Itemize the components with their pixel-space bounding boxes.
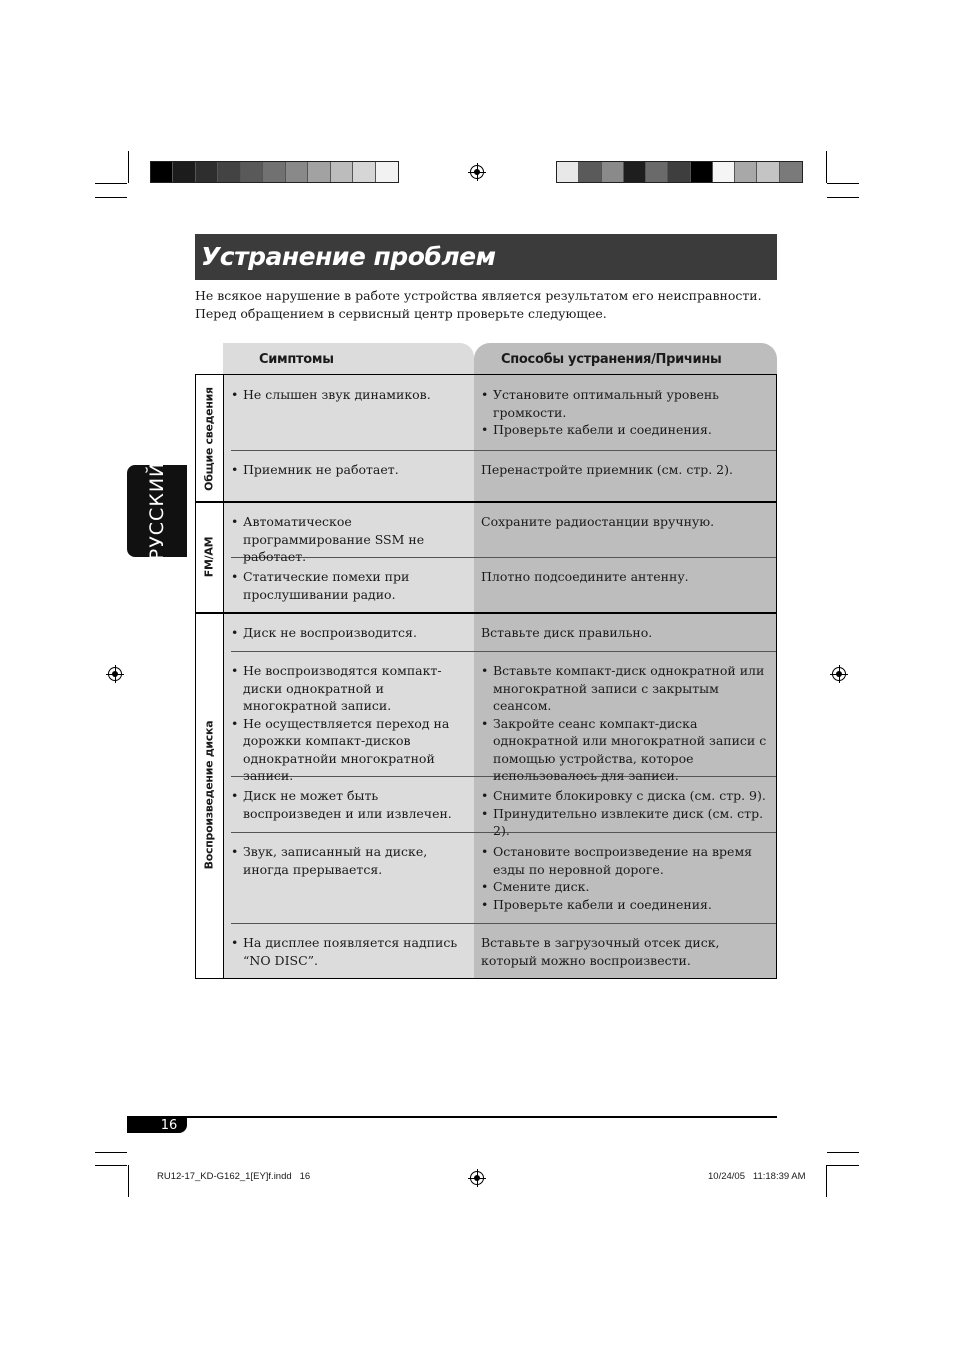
registration-mark-icon	[108, 667, 122, 681]
header-solutions: Способы устранения/Причины	[474, 343, 777, 374]
solution-cell	[481, 843, 777, 913]
footer-rule	[127, 1116, 777, 1118]
color-swatch	[353, 162, 375, 182]
intro-paragraph: Не всякое нарушение в работе устройства является результатом его неисправности. Перед обращением в сервисный центр проверьте следующее.	[195, 288, 762, 321]
symptom-cell	[231, 461, 474, 479]
solution-cell: Вставьте диск правильно.	[481, 625, 653, 640]
crop-mark	[128, 1165, 129, 1197]
category-general: Общие сведения	[202, 387, 216, 491]
list-item: • Звук, записанный на диске, иногда прерывается.	[231, 843, 474, 878]
registration-mark-icon	[470, 1171, 484, 1185]
registration-mark-icon	[832, 667, 846, 681]
category-separator	[223, 375, 224, 978]
crop-mark	[826, 1165, 827, 1197]
solution-cell: Перенастройте приемник (см. стр. 2).	[481, 462, 733, 477]
crop-mark	[827, 1152, 859, 1153]
header-symptoms: Симптомы	[223, 343, 474, 374]
list-item: • Принудительно извлеките диск (см. стр. 2).	[481, 805, 777, 840]
row-divider	[231, 923, 776, 924]
crop-mark	[95, 1152, 127, 1153]
list-item: • Не слышен звук динамиков.	[231, 386, 474, 404]
solution-cell	[481, 386, 777, 439]
registration-mark-icon	[470, 165, 484, 179]
color-calibration-bar-left	[150, 161, 399, 183]
list-item: • Диск не воспроизводится.	[231, 624, 474, 642]
list-item: • Установите оптимальный уровень громкости.	[481, 386, 777, 421]
date-info: 10/24/05 11:18:39 AM	[708, 1171, 806, 1182]
color-swatch	[757, 162, 779, 182]
solution-cell: Вставьте в загрузочный отсек диск, который можно воспроизвести.	[481, 935, 720, 968]
color-swatch	[780, 162, 802, 182]
page-title: Устранение проблем	[195, 234, 777, 280]
language-tab-label: РУССКИЙ	[146, 461, 168, 561]
solution-cell: Плотно подсоедините антенну.	[481, 569, 689, 584]
list-item: • Не осуществляется переход на дорожки компакт-дисков однократнойи многократной записи.	[231, 715, 474, 785]
list-item: • Не воспроизводятся компакт-диски однократной и многократной записи.	[231, 662, 474, 715]
color-swatch	[308, 162, 330, 182]
crop-mark	[827, 183, 859, 184]
list-item: • Диск не может быть воспроизведен и или извлечен.	[231, 787, 474, 822]
solution-cell: Сохраните радиостанции вручную.	[481, 514, 715, 529]
page-number: 16	[127, 1118, 187, 1133]
list-item: • Закройте сеанс компакт-диска однократной или многократной записи с помощью устройства, которое использовалось для записи.	[481, 715, 777, 785]
color-swatch	[173, 162, 195, 182]
crop-mark	[826, 151, 827, 183]
crop-mark	[95, 197, 127, 198]
color-swatch	[263, 162, 285, 182]
color-calibration-bar-right	[556, 161, 803, 183]
solution-cell	[481, 662, 777, 785]
color-swatch	[218, 162, 240, 182]
solution-cell	[481, 787, 777, 840]
list-item: • Автоматическое программирование SSM не работает.	[231, 513, 474, 566]
row-divider	[231, 450, 776, 451]
symptom-cell	[231, 787, 474, 822]
symptom-cell	[231, 386, 474, 404]
color-swatch	[735, 162, 757, 182]
color-swatch	[331, 162, 353, 182]
symptom-cell	[231, 568, 474, 603]
color-swatch	[151, 162, 173, 182]
symptom-cell	[231, 662, 474, 785]
crop-mark	[95, 183, 127, 184]
list-item: • Вставьте компакт-диск однократной или многократной записи с закрытым сеансом.	[481, 662, 777, 715]
crop-mark	[827, 197, 859, 198]
color-swatch	[286, 162, 308, 182]
language-tab	[127, 461, 187, 561]
list-item: • Статические помехи при прослушивании радио.	[231, 568, 474, 603]
list-item: • Остановите воспроизведение на время езды по неровной дороге.	[481, 843, 777, 878]
list-item: • На дисплее появляется надпись “NO DISC”.	[231, 934, 474, 969]
color-swatch	[557, 162, 579, 182]
list-item: • Проверьте кабели и соединения.	[481, 421, 777, 439]
crop-mark	[128, 151, 129, 183]
color-swatch	[602, 162, 624, 182]
section-divider	[196, 612, 776, 614]
symptom-cell	[231, 843, 474, 878]
section-divider	[196, 501, 776, 503]
list-item: • Смените диск.	[481, 878, 777, 896]
list-item: • Снимите блокировку с диска (см. стр. 9).	[481, 787, 777, 805]
color-swatch	[646, 162, 668, 182]
symptom-cell	[231, 934, 474, 969]
crop-mark	[827, 1165, 859, 1166]
color-swatch	[579, 162, 601, 182]
color-swatch	[624, 162, 646, 182]
category-disc-playback: Воспроизведение диска	[202, 720, 216, 870]
color-swatch	[241, 162, 263, 182]
color-swatch	[713, 162, 735, 182]
color-swatch	[376, 162, 398, 182]
color-swatch	[196, 162, 218, 182]
list-item: • Проверьте кабели и соединения.	[481, 896, 777, 914]
symptom-cell	[231, 624, 474, 642]
color-swatch	[668, 162, 690, 182]
crop-mark	[95, 1165, 127, 1166]
list-item: • Приемник не работает.	[231, 461, 474, 479]
file-info: RU12-17_KD-G162_1[EY]f.indd 16	[157, 1171, 311, 1182]
symptom-cell	[231, 513, 474, 566]
color-swatch	[691, 162, 713, 182]
row-divider	[231, 651, 776, 652]
category-fm-am: FM/AM	[202, 536, 216, 578]
